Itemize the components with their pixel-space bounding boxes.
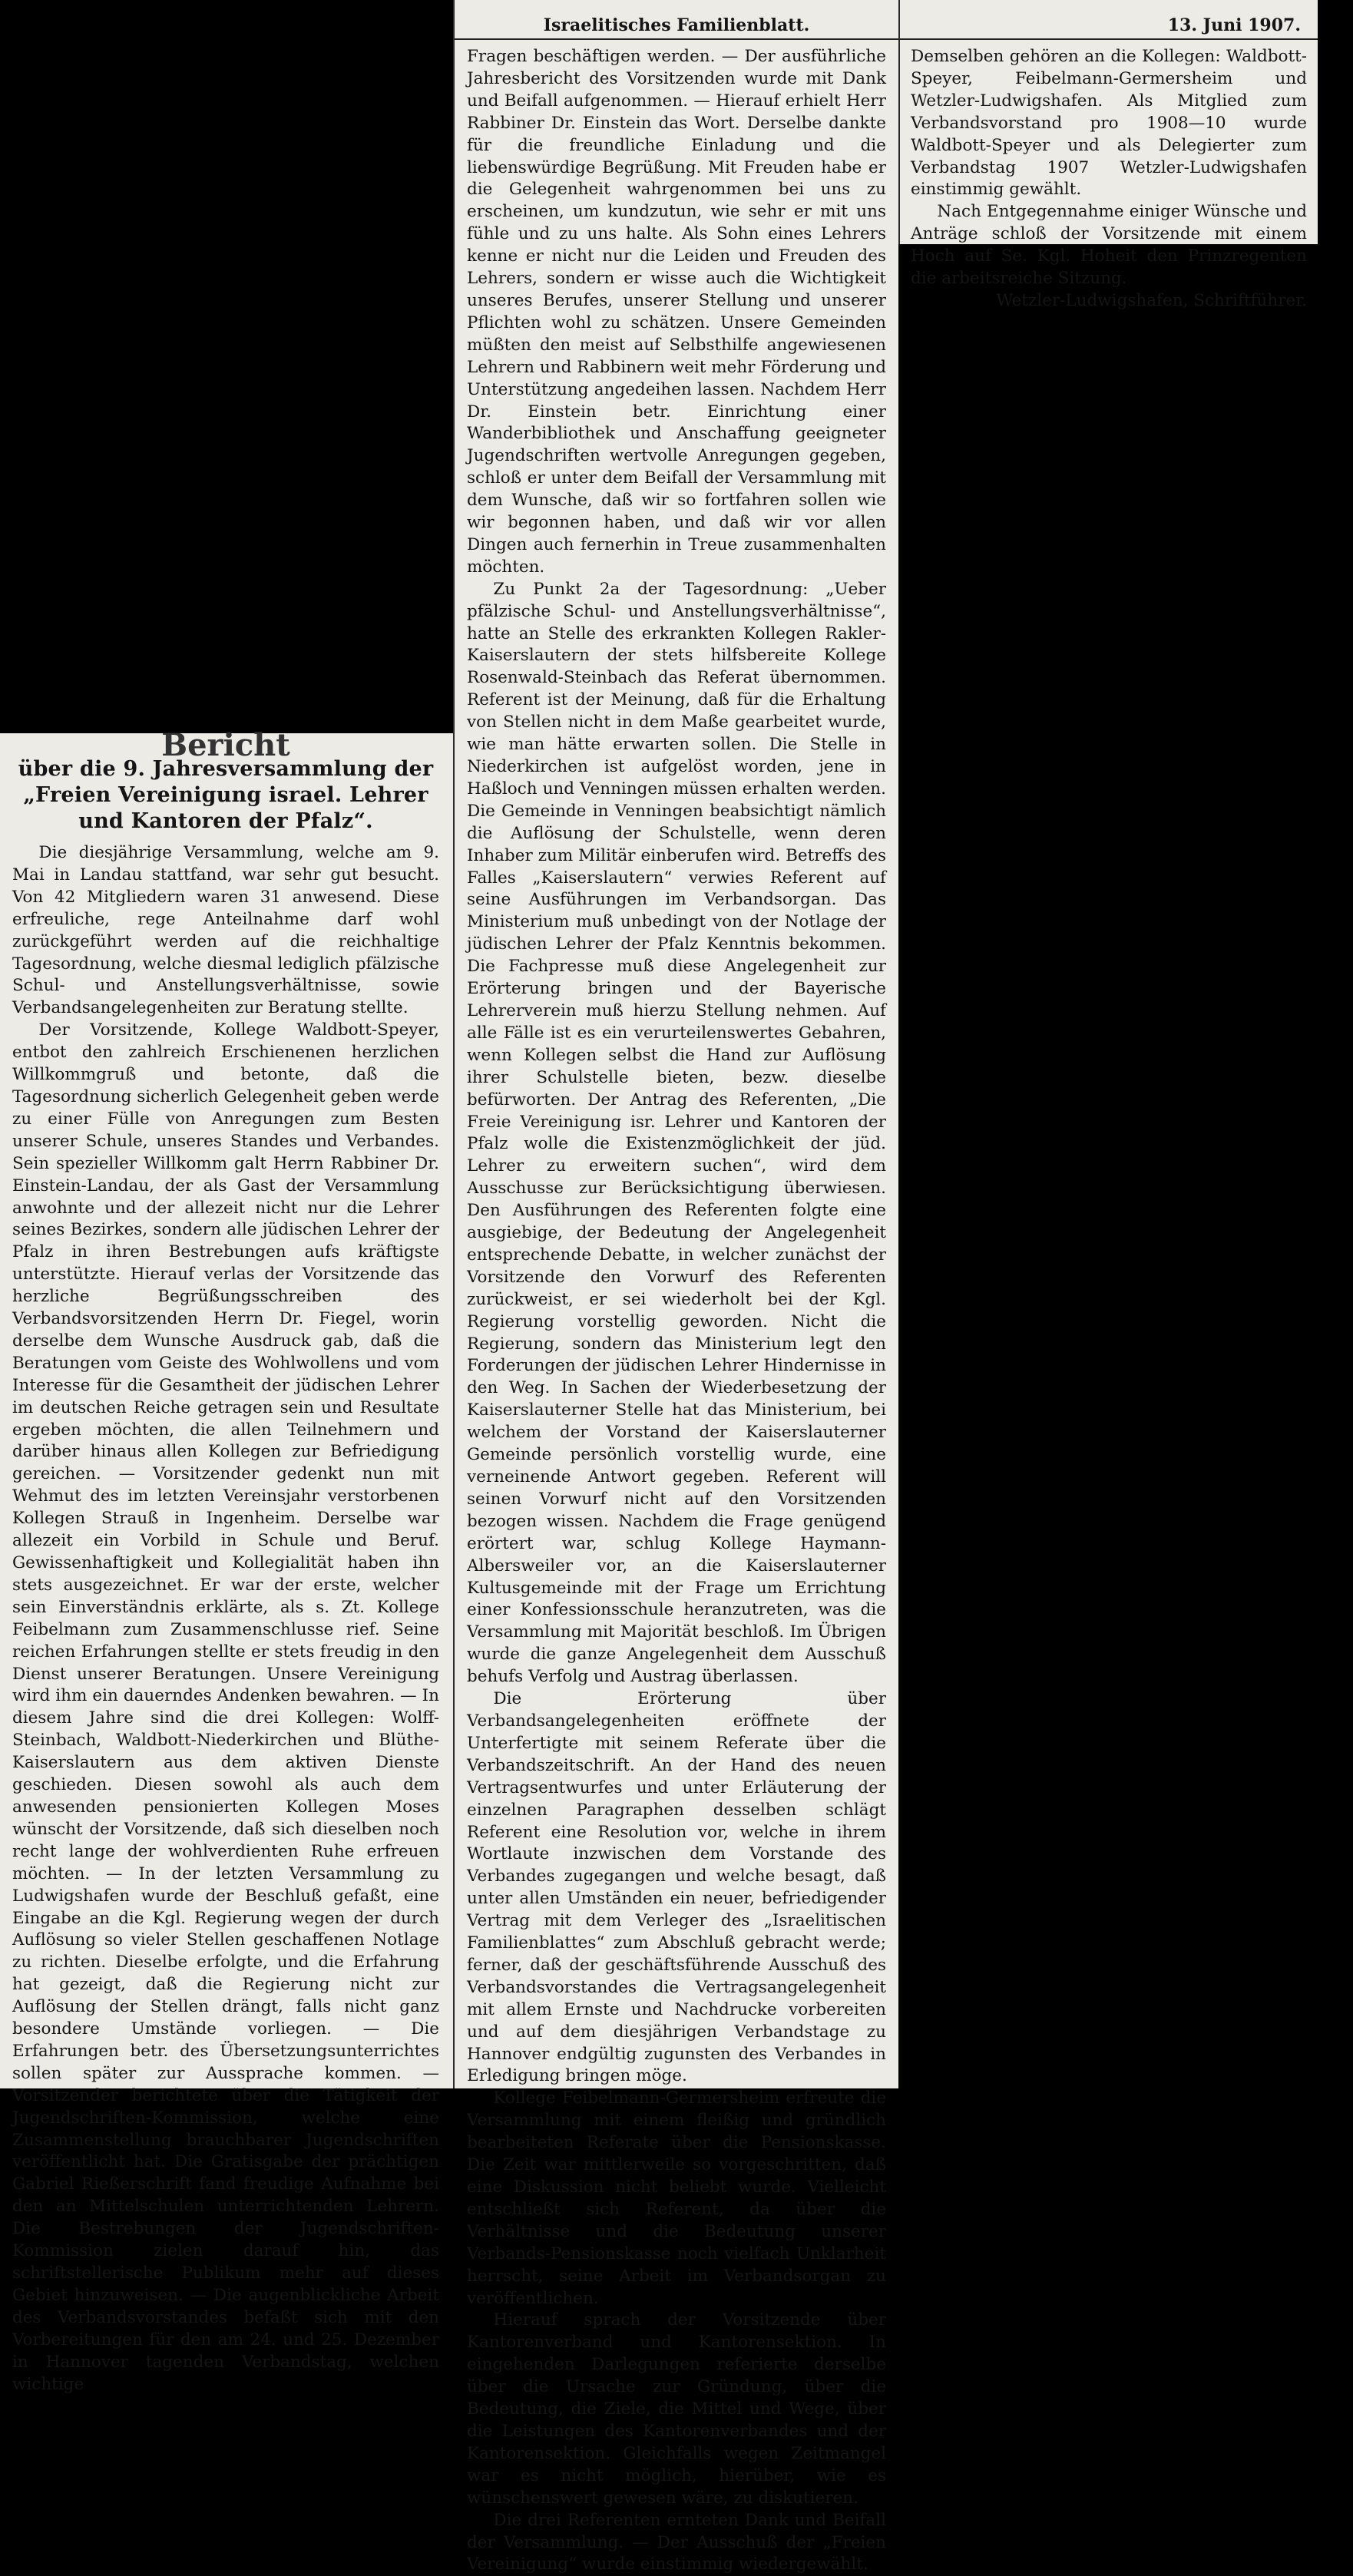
left-paragraph-2: Der Vorsitzende, Kollege Waldbott-Speyer, entbot den zahlreich Erschienenen herzlichen Willkommgruß und betonte, daß die Tagesordnung sicherlich Gelegenheit geben werde zu einer Fülle von Anregungen zum Besten unserer Schule, unseres Standes und Verbandes. Sein spezieller Willkomm galt Herrn Rabbiner Dr. Einstein-Landau, der als Gast der Versammlung anwohnte und der allezeit nicht nur die Lehrer seines Bezirkes, sondern alle jüdischen Lehrer der Pfalz in ihren Bestrebungen aufs kräftigste unterstützte. Hierauf verlas der Vorsitzende das herzliche Begrüßungsschreiben des Verbandsvorsitzenden Herrn Dr. Fiegel, worin derselbe dem Wunsche Ausdruck gab, daß die Beratungen vom Geiste des Wohlwollens und vom Interesse für die Gesamtheit der jüdischen Lehrer im deutschen Reiche getragen sein und Resultate ergeben möchten, die allen Teilnehmern und darüber hinaus allen Kollegen zur Befriedigung gereichen. — Vorsitzender gedenkt nun mit Wehmut des im letzten Vereinsjahr verstorbenen Kollegen Strauß in Ingenheim. Derselbe war allezeit ein Vorbild in Schule und Beruf. Gewissenhaftigkeit und Kollegialität haben ihn stets ausgezeichnet. Er war der erste, welcher sein Einverständnis erklärte, als s. Zt. Kollege Feibelmann zum Zusammenschlusse rief. Seine reichen Erfahrungen stellte er stets freudig in den Dienst unserer Beratungen. Unsere Vereinigung wird ihm ein dauerndes Andenken bewahren. — In diesem Jahre sind die drei Kollegen: Wolff-Steinbach, Waldbott-Niederkirchen und Blüthe-Kaiserslautern aus dem aktiven Dienste geschieden. Diesen sowohl als auch dem anwesenden pensionierten Kollegen Moses wünscht der Vorsitzende, daß sich dieselben noch recht lange der wohlverdienten Ruhe erfreuen möchten. — In der letzten Versammlung zu Ludwigshafen wurde der Beschluß gefaßt, eine Eingabe an die Kgl. Regierung wegen der durch Auflösung so vieler Stellen geschaffenen Notlage zu richten. Dieselbe erfolgte, und die Erfahrung hat gezeigt, daß die Regierung nicht zur Auflösung der Stellen drängt, falls nicht ganz besondere Umstände vorliegen. — Die Erfahrungen betr. des Übersetzungsunterrichtes sollen später zur Aussprache kommen. — Vorsitzender berichtete über die Tätigkeit der Jugendschriften-Kommission, welche eine Zusammenstellung brauchbarer Jugendschriften veröffentlicht hat. Die Gratisgabe der prächtigen Gabriel Rießerschrift fand freudige Aufnahme bei den an Mittelschulen unterrichtenden Lehrern. Die Bestrebungen der Jugendschriften-Kommission zielen darauf hin, das schriftstellerische Publikum mehr auf dieses Gebiet hinzuweisen. — Die augenblickliche Arbeit des Verbandsvorstandes befaßt sich mit den Vorbereitungen für den am 24. und 25. Dezember in Hannover tagenden Verbandstag, welchen wichtige [12,1020,439,2394]
middle-paragraph-1: Fragen beschäftigen werden. — Der ausführliche Jahresbericht des Vorsitzenden wurde mit Dank und Beifall aufgenommen. — Hierauf erhielt Herr Rabbiner Dr. Einstein das Wort. Derselbe dankte für die freundliche Einladung und die liebenswürdige Begrüßung. Mit Freuden habe er die Gelegenheit wahrgenommen bei uns zu erscheinen, um kundzutun, wie sehr er mit uns fühle und zu uns halte. Als Sohn eines Lehrers kenne er nicht nur die Leiden und Freuden des Lehrers, sondern er wisse auch die Wichtigkeit unseres Berufes, unserer Stellung und unserer Pflichten wohl zu schätzen. Unsere Gemeinden müßten den meist auf Selbsthilfe angewiesenen Lehrern und Rabbinern weit mehr Förderung und Unterstützung angedeihen lassen. Nachdem Herr Dr. Einstein betr. Einrichtung einer Wanderbibliothek und Anschaffung geeigneter Jugendschriften wertvolle Anregungen gegeben, schloß er unter dem Beifall der Versammlung mit dem Wunsche, daß wir so fortfahren sollen wie wir begonnen haben, und daß wir vor allen Dingen auch fernerhin in Treue zusammenhalten möchten. [467,47,886,577]
middle-paragraph-4: Kollege Feibelmann-Germersheim erfreute die Versammlung mit einem fleißig und gründlich bearbeiteten Referate über die Pensionskasse. Die Zeit war mittlerweile so vorgeschritten, daß eine Diskussion nicht beliebt wurde. Vielleicht entschließt sich Referent, da über die Verhältnisse und die Bedeutung unserer Verbands-Pensionskasse noch vielfach Unklarheit herrscht, seine Arbeit im Verbandsorgan zu veröffentlichen. [467,2088,886,2308]
left-column [0,727,453,2394]
right-column [898,0,1318,310]
right-paragraph-2: Nach Entgegennahme einiger Wünsche und Anträge schloß der Vorsitzende mit einem Hoch auf Se. Kgl. Hoheit den Prinzregenten die arbeitsreiche Sitzung. [911,202,1307,289]
left-paragraph-1: Die diesjährige Versammlung, welche am 9. Mai in Landau stattfand, war sehr gut besucht. Von 42 Mitgliedern waren 31 anwesend. Diese erfreuliche, rege Anteilnahme darf wohl zurückgeführt werden auf die reichhaltige Tagesordnung, welche diesmal lediglich pfälzische Schul- und Anstellungsverhältnisse, sowie Verbandsangelegenheiten zur Beratung stellte. [12,843,439,1018]
right-paragraph-1: Demselben gehören an die Kollegen: Waldbott-Speyer, Feibelmann-Germersheim und Wetzler-Ludwigshafen. Als Mitglied zum Verbandsvorstand pro 1908—10 wurde Waldbott-Speyer und als Delegierter zum Verbandstag 1907 Wetzler-Ludwigshafen einstimmig gewählt. [911,47,1307,200]
middle-paragraph-5: Hierauf sprach der Vorsitzende über Kantorenverband und Kantorensektion. In eingehenden Darlegungen referierte derselbe über die Ursache zur Gründung, über die Bedeutung, die Ziele, die Mittel und Wege, über die Leistungen des Kantorenverbandes und der Kantorensektion. Gleichfalls wegen Zeitmangel war es nicht möglich, hierüber, wie es wünschenswert gewesen wäre, zu diskutieren. [467,2310,886,2508]
middle-column [453,0,898,2574]
middle-paragraph-3: Die Erörterung über Verbandsangelegenheiten eröffnete der Unterfertigte mit seinem Referate über die Verbandszeitschrift. An der Hand des neuen Vertragsentwurfes und unter Erläuterung der einzelnen Paragraphen desselben schlägt Referent eine Resolution vor, welche in ihrem Wortlaute inzwischen dem Vorstande des Verbandes zugegangen und welche besagt, daß unter allen Umständen ein neuer, befriedigender Vertrag mit dem Verleger des „Israelitischen Familienblattes“ zum Abschluß gebracht werde; ferner, daß der geschäftsführende Ausschuß des Verbandsvorstandes die Vertragsangelegenheit mit allem Ernste und Nachdrucke vorbereiten und auf dem diesjährigen Verbandstage zu Hannover endgültig zugunsten des Verbandes in Erledigung bringen möge. [467,1689,886,2086]
masthead-date-bar [900,0,1318,40]
signature: Wetzler-Ludwigshafen, Schriftführer. [996,290,1307,310]
middle-paragraph-2: Zu Punkt 2a der Tagesordnung: „Ueber pfälzische Schul- und Anstellungsverhältnisse“, hatte an Stelle des erkrankten Kollegen Rakler-Kaiserslautern der stets hilfsbereite Kollege Rosenwald-Steinbach das Referat übernommen. Referent ist der Meinung, daß für die Erhaltung von Stellen nicht in dem Maße gearbeitet wurde, wie man hätte erwarten sollen. Die Stelle in Niederkirchen ist aufgelöst worden, jene in Haßloch und Venningen müssen erhalten werden. Die Gemeinde in Venningen beabsichtigt nämlich die Auflösung der Schulstelle, wenn deren Inhaber zum Militär einberufen wird. Betreffs des Falles „Kaiserslautern“ verwies Referent auf seine Ausführungen im Verbandsorgan. Das Ministerium muß unbedingt von der Notlage der jüdischen Lehrer der Pfalz Kenntnis bekommen. Die Fachpresse muß diese Angelegenheit zur Erörterung bringen und der Bayerische Lehrerverein muß hierzu Stellung nehmen. Auf alle Fälle ist es ein verurteilenswertes Gebahren, wenn Kollegen selbst die Hand zur Auflösung ihrer Schulstelle bieten, bezw. dieselbe befürworten. Der Antrag des Referenten, „Die Freie Vereinigung isr. Lehrer und Kantoren der Pfalz wolle die Existenzmöglichkeit der jüd. Lehrer zu erweitern suchen“, wird dem Ausschusse zur Berücksichtigung überwiesen. Den Ausführungen des Referenten folgte eine ausgiebige, der Bedeutung der Angelegenheit entsprechende Debatte, in welcher zunächst der Vorsitzende den Vorwurf des Referenten zurückweist, er sei wiederholt bei der Kgl. Regierung vorstellig geworden. Nicht die Regierung, sondern das Ministerium legt den Forderungen der jüdischen Lehrer Hindernisse in den Weg. In Sachen der Wiederbesetzung der Kaiserslauterner Stelle hat das Ministerium, bei welchem der Vorstand der Kaiserslauterner Gemeinde persönlich vorstellig wurde, eine verneinende Antwort gegeben. Referent will seinen Vorwurf nicht auf den Vorsitzenden bezogen wissen. Nachdem die Frage genügend erörtert war, schlug Kollege Haymann-Albersweiler vor, an die Kaiserslauterner Kultusgemeinde mit der Frage um Errichtung einer Konfessionsschule heranzutreten, was die Versammlung mit Majorität beschloß. Im Übrigen wurde die ganze Angelegenheit dem Ausschuß behufs Verfolg und Austrag überlassen. [467,579,886,1687]
issue-date: 13. Juni 1907. [1167,15,1301,35]
article-headline: über die 9. Jahresversammlung der „Freien Vereinigung israel. Lehrer und Kantoren der Pfalz“. [18,757,434,833]
masthead-title: Israelitisches Familienblatt. [543,15,810,35]
middle-paragraph-6: Die drei Referenten ernteten Dank und Beifall der Versammlung. — Der Ausschuß der „Freien Vereinigung“ wurde einstimmig wiedergewählt. [467,2510,886,2574]
masthead [455,0,898,40]
article-heading-cut: Bericht [161,727,290,763]
